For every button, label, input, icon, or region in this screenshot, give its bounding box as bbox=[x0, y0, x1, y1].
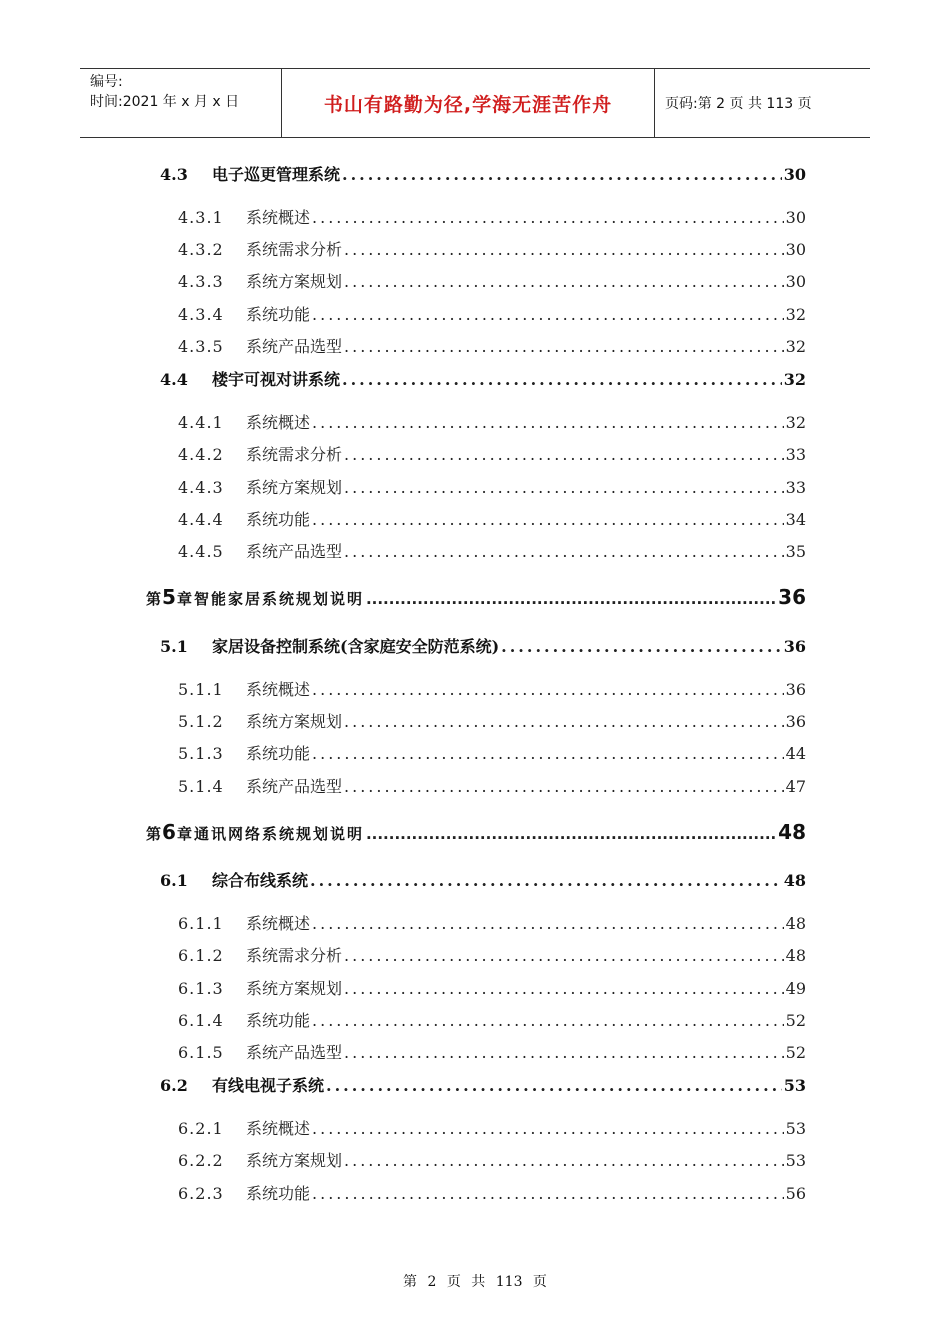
toc-dot-leader bbox=[310, 871, 782, 890]
toc-dot-leader bbox=[344, 240, 784, 259]
toc-entry-title: 系统方案规划 bbox=[246, 478, 343, 497]
toc-entry-title: 系统概述 bbox=[246, 1119, 311, 1138]
toc-dot-leader bbox=[312, 680, 784, 699]
toc-entry-title: 章智能家居系统规划说明 bbox=[176, 590, 364, 608]
toc-entry-number: 6.2.2 bbox=[178, 1151, 224, 1170]
toc-entry-title: 系统需求分析 bbox=[246, 240, 343, 259]
toc-subsection-entry[interactable] bbox=[178, 410, 806, 432]
toc-subsection-entry[interactable] bbox=[178, 539, 806, 561]
toc-subsection-entry[interactable] bbox=[178, 302, 806, 324]
toc-entry-title: 系统概述 bbox=[246, 413, 311, 432]
toc-entry-page-number: 33 bbox=[785, 478, 806, 497]
toc-subsection-entry[interactable] bbox=[178, 774, 806, 796]
toc-dot-leader bbox=[312, 510, 784, 529]
toc-entry-page-number: 47 bbox=[785, 777, 806, 796]
toc-subsection-entry[interactable] bbox=[178, 507, 806, 529]
toc-subsection-entry[interactable] bbox=[178, 237, 806, 259]
toc-subsection-entry[interactable] bbox=[178, 334, 806, 356]
toc-entry-page-number: 48 bbox=[778, 820, 806, 844]
toc-dot-leader bbox=[344, 712, 784, 731]
toc-entry-title: 系统需求分析 bbox=[246, 946, 343, 965]
toc-dot-leader bbox=[312, 1119, 784, 1138]
toc-subsection-entry[interactable] bbox=[178, 677, 806, 699]
toc-entry-number: 6.1.5 bbox=[178, 1043, 224, 1062]
toc-entry-title: 系统产品选型 bbox=[246, 1043, 343, 1062]
toc-entry-number: 4.3 bbox=[160, 165, 188, 184]
toc-entry-page-number: 32 bbox=[783, 370, 806, 389]
toc-entry-page-number: 53 bbox=[785, 1151, 806, 1170]
toc-chapter-number: 5 bbox=[162, 585, 176, 609]
toc-entry-number: 5.1 bbox=[160, 637, 188, 656]
toc-entry-number: 6.2 bbox=[160, 1076, 188, 1095]
toc-entry-number: 6.1 bbox=[160, 871, 188, 890]
toc-entry-page-number: 36 bbox=[785, 680, 806, 699]
toc-entry-title: 系统产品选型 bbox=[246, 777, 343, 796]
toc-entry-page-number: 30 bbox=[783, 165, 806, 184]
toc-dot-leader bbox=[501, 637, 782, 656]
toc-entry-page-number: 44 bbox=[785, 744, 806, 763]
toc-dot-leader bbox=[344, 272, 784, 291]
toc-dot-leader bbox=[312, 1011, 784, 1030]
toc-entry-title: 系统概述 bbox=[246, 914, 311, 933]
header-page-info: 页码:第 2 页 共 113 页 bbox=[665, 96, 812, 112]
toc-subsection-entry[interactable] bbox=[178, 1040, 806, 1062]
toc-entry-page-number: 30 bbox=[785, 240, 806, 259]
toc-entry-title: 电子巡更管理系统 bbox=[212, 165, 341, 184]
toc-dot-leader bbox=[326, 1076, 782, 1095]
header-id-label: 编号: bbox=[90, 74, 123, 90]
toc-subsection-entry[interactable] bbox=[178, 976, 806, 998]
toc-entry-number: 6.2.3 bbox=[178, 1184, 224, 1203]
toc-entry-number: 4.3.2 bbox=[178, 240, 224, 259]
toc-entry-title: 系统功能 bbox=[246, 305, 311, 324]
toc-entry-number: 4.4.5 bbox=[178, 542, 224, 561]
toc-chapter-entry[interactable] bbox=[146, 820, 806, 842]
toc-chapter-prefix: 第 bbox=[146, 825, 162, 843]
toc-entry-page-number: 48 bbox=[785, 914, 806, 933]
toc-entry-title: 系统方案规划 bbox=[246, 272, 343, 291]
toc-entry-number: 6.1.4 bbox=[178, 1011, 224, 1030]
toc-entry-title: 系统产品选型 bbox=[246, 542, 343, 561]
toc-dot-leader bbox=[344, 946, 784, 965]
toc-subsection-entry[interactable] bbox=[178, 1116, 806, 1138]
toc-entry-page-number: 52 bbox=[785, 1011, 806, 1030]
toc-entry-number: 4.4 bbox=[160, 370, 188, 389]
header-motto: 书山有路勤为径,学海无涯苦作舟 bbox=[282, 69, 655, 137]
toc-dot-leader bbox=[312, 1184, 784, 1203]
toc-entry-number: 4.4.3 bbox=[178, 478, 224, 497]
toc-entry-number: 4.3.4 bbox=[178, 305, 224, 324]
toc-dot-leader bbox=[312, 208, 784, 227]
toc-entry-number: 4.4.2 bbox=[178, 445, 224, 464]
toc-entry-number: 6.2.1 bbox=[178, 1119, 224, 1138]
toc-entry-page-number: 32 bbox=[785, 305, 806, 324]
toc-entry-title: 家居设备控制系统(含家庭安全防范系统) bbox=[212, 637, 500, 656]
toc-dot-leader bbox=[312, 914, 784, 933]
toc-dot-leader bbox=[342, 370, 782, 389]
toc-subsection-entry[interactable] bbox=[178, 943, 806, 965]
toc-section-entry[interactable] bbox=[160, 1073, 806, 1095]
toc-dot-leader bbox=[344, 979, 784, 998]
toc-entry-title: 系统功能 bbox=[246, 510, 311, 529]
toc-entry-number: 5.1.4 bbox=[178, 777, 224, 796]
toc-entry-page-number: 34 bbox=[785, 510, 806, 529]
toc-entry-page-number: 32 bbox=[785, 413, 806, 432]
toc-entry-page-number: 32 bbox=[785, 337, 806, 356]
toc-entry-title: 系统方案规划 bbox=[246, 712, 343, 731]
toc-subsection-entry[interactable] bbox=[178, 205, 806, 227]
toc-entry-page-number: 36 bbox=[778, 585, 806, 609]
toc-entry-title: 有线电视子系统 bbox=[212, 1076, 325, 1095]
toc-entry-page-number: 53 bbox=[783, 1076, 806, 1095]
toc-entry-page-number: 48 bbox=[783, 871, 806, 890]
toc-subsection-entry[interactable] bbox=[178, 911, 806, 933]
toc-entry-number: 6.1.2 bbox=[178, 946, 224, 965]
toc-dot-leader bbox=[366, 590, 776, 608]
toc-entry-number: 4.4.4 bbox=[178, 510, 224, 529]
toc-entry-number: 4.3.5 bbox=[178, 337, 224, 356]
toc-entry-number: 6.1.3 bbox=[178, 979, 224, 998]
toc-entry-number: 4.4.1 bbox=[178, 413, 224, 432]
toc-chapter-number: 6 bbox=[162, 820, 176, 844]
toc-dot-leader bbox=[366, 825, 776, 843]
toc-entry-title: 系统方案规划 bbox=[246, 979, 343, 998]
toc-entry-page-number: 36 bbox=[783, 637, 806, 656]
toc-subsection-entry[interactable] bbox=[178, 1008, 806, 1030]
toc-entry-page-number: 53 bbox=[785, 1119, 806, 1138]
toc-subsection-entry[interactable] bbox=[178, 741, 806, 763]
toc-entry-number: 5.1.3 bbox=[178, 744, 224, 763]
toc-dot-leader bbox=[344, 542, 784, 561]
toc-subsection-entry[interactable] bbox=[178, 475, 806, 497]
toc-subsection-entry[interactable] bbox=[178, 1181, 806, 1203]
toc-entry-title: 系统概述 bbox=[246, 208, 311, 227]
toc-entry-title: 系统功能 bbox=[246, 1184, 311, 1203]
toc-dot-leader bbox=[312, 413, 784, 432]
toc-entry-page-number: 30 bbox=[785, 208, 806, 227]
toc-section-entry[interactable] bbox=[160, 367, 806, 389]
toc-entry-title: 系统功能 bbox=[246, 744, 311, 763]
toc-entry-title: 系统功能 bbox=[246, 1011, 311, 1030]
header-time-label: 时间:2021 年 x 月 x 日 bbox=[90, 94, 240, 110]
toc-entry-page-number: 30 bbox=[785, 272, 806, 291]
toc-section-entry[interactable] bbox=[160, 868, 806, 890]
toc-entry-page-number: 49 bbox=[785, 979, 806, 998]
toc-entry-page-number: 52 bbox=[785, 1043, 806, 1062]
toc-dot-leader bbox=[344, 777, 784, 796]
toc-subsection-entry[interactable] bbox=[178, 1148, 806, 1170]
toc-dot-leader bbox=[312, 744, 784, 763]
toc-entry-number: 5.1.1 bbox=[178, 680, 224, 699]
toc-entry-title: 系统需求分析 bbox=[246, 445, 343, 464]
toc-entry-page-number: 35 bbox=[785, 542, 806, 561]
toc-entry-title: 综合布线系统 bbox=[212, 871, 309, 890]
toc-dot-leader bbox=[312, 305, 784, 324]
toc-subsection-entry[interactable] bbox=[178, 269, 806, 291]
toc-chapter-prefix: 第 bbox=[146, 590, 162, 608]
toc-entry-title: 章通讯网络系统规划说明 bbox=[176, 825, 364, 843]
toc-entry-title: 楼宇可视对讲系统 bbox=[212, 370, 341, 389]
toc-entry-number: 4.3.1 bbox=[178, 208, 224, 227]
toc-dot-leader bbox=[344, 445, 784, 464]
toc-entry-title: 系统产品选型 bbox=[246, 337, 343, 356]
toc-dot-leader bbox=[344, 1151, 784, 1170]
toc-entry-title: 系统概述 bbox=[246, 680, 311, 699]
toc-entry-title: 系统方案规划 bbox=[246, 1151, 343, 1170]
toc-section-entry[interactable] bbox=[160, 634, 806, 656]
toc-entry-number: 4.3.3 bbox=[178, 272, 224, 291]
toc-dot-leader bbox=[344, 478, 784, 497]
toc-dot-leader bbox=[344, 337, 784, 356]
toc-dot-leader bbox=[342, 165, 782, 184]
page-footer: 第 2 页 共 113 页 bbox=[403, 1274, 547, 1290]
toc-entry-number: 5.1.2 bbox=[178, 712, 224, 731]
toc-section-entry[interactable] bbox=[160, 162, 806, 184]
toc-chapter-entry[interactable] bbox=[146, 585, 806, 607]
toc-entry-page-number: 36 bbox=[785, 712, 806, 731]
toc-entry-page-number: 56 bbox=[785, 1184, 806, 1203]
toc-subsection-entry[interactable] bbox=[178, 442, 806, 464]
toc-entry-page-number: 48 bbox=[785, 946, 806, 965]
toc-subsection-entry[interactable] bbox=[178, 709, 806, 731]
toc-entry-number: 6.1.1 bbox=[178, 914, 224, 933]
toc-dot-leader bbox=[344, 1043, 784, 1062]
toc-entry-page-number: 33 bbox=[785, 445, 806, 464]
